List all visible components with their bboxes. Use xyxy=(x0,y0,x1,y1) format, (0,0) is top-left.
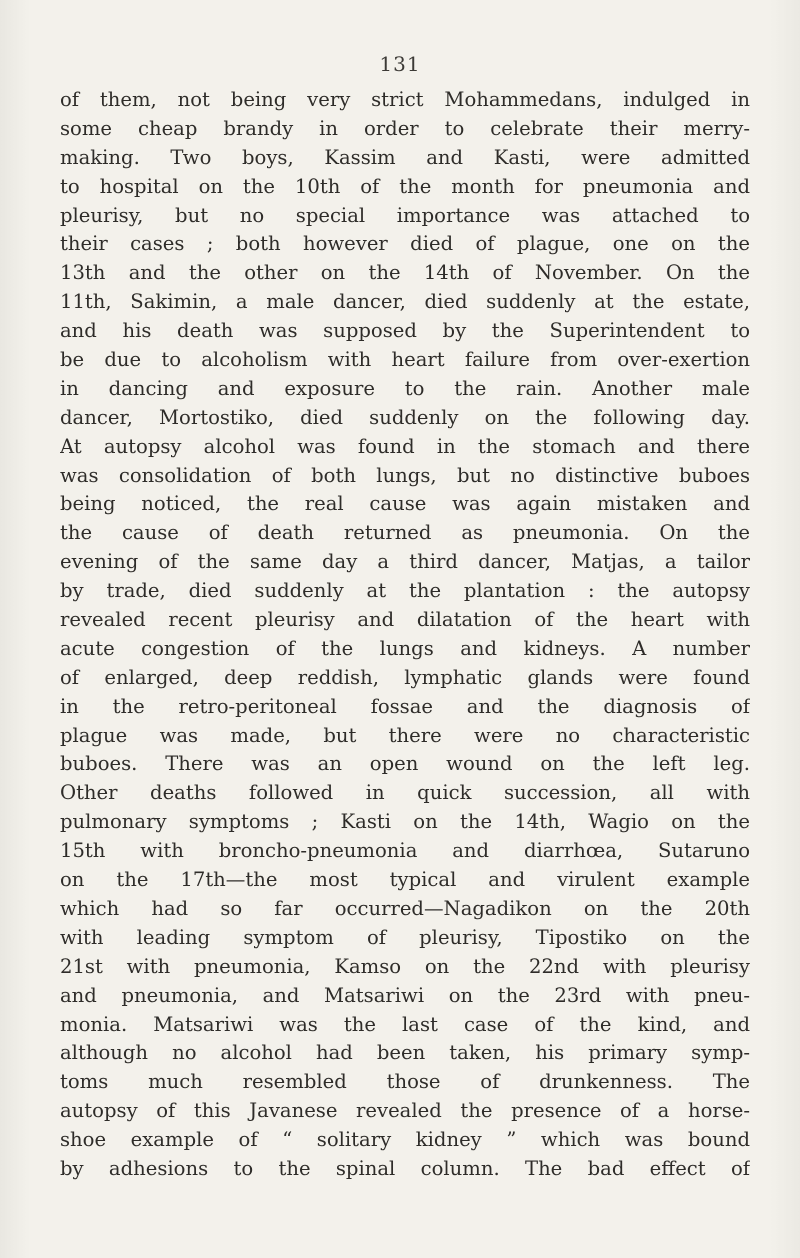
text-line: evening of the same day a third dancer, Matjas, a tailor xyxy=(60,550,750,574)
text-line: dancer, Mortostiko, died suddenly on the following day. xyxy=(60,405,750,429)
text-line: which had so far occurred—Nagadikon on the 20th xyxy=(60,896,750,920)
text-line: by trade, died suddenly at the plantation : the autopsy xyxy=(60,579,750,603)
text-line: was consolidation of both lungs, but no distinctive buboes xyxy=(60,463,750,487)
text-line: although no alcohol had been taken, his primary symp- xyxy=(60,1041,750,1065)
text-line: by adhesions to the spinal column. The bad effect of xyxy=(60,1156,750,1180)
text-line: pleurisy, but no special importance was attached to xyxy=(60,203,750,227)
text-line: in dancing and exposure to the rain. Another male xyxy=(60,376,750,400)
text-line: some cheap brandy in order to celebrate their merry- xyxy=(60,116,750,140)
text-line: of enlarged, deep reddish, lymphatic glands were found xyxy=(60,665,750,689)
text-line: the cause of death returned as pneumonia. On the xyxy=(60,521,750,545)
text-line: and his death was supposed by the Superintendent to xyxy=(60,319,750,343)
text-line: with leading symptom of pleurisy, Tipostiko on the xyxy=(60,925,750,949)
text-line: autopsy of this Javanese revealed the presence of a horse- xyxy=(60,1099,750,1123)
text-line: Other deaths followed in quick succession, all with xyxy=(60,781,750,805)
text-line: making. Two boys, Kassim and Kasti, were admitted xyxy=(60,145,750,169)
text-line: in the retro-peritoneal fossae and the diagnosis of xyxy=(60,694,750,718)
page-number: 131 xyxy=(379,52,421,76)
text-line: pulmonary symptoms ; Kasti on the 14th, Wagio on the xyxy=(60,810,750,834)
text-line: on the 17th—the most typical and virulent example xyxy=(60,868,750,892)
text-line: their cases ; both however died of plague, one on the xyxy=(60,232,750,256)
text-line: to hospital on the 10th of the month for pneumonia and xyxy=(60,174,750,198)
text-line: buboes. There was an open wound on the left leg. xyxy=(60,752,750,776)
text-line: 11th, Sakimin, a male dancer, died suddenly at the estate, xyxy=(60,290,750,314)
text-line: 21st with pneumonia, Kamso on the 22nd with pleurisy xyxy=(60,954,750,978)
text-line: toms much resembled those of drunkenness. The xyxy=(60,1070,750,1094)
text-line: 13th and the other on the 14th of November. On the xyxy=(60,261,750,285)
text-line: and pneumonia, and Matsariwi on the 23rd with pneu- xyxy=(60,983,750,1007)
text-line: shoe example of “ solitary kidney ” which was bound xyxy=(60,1128,750,1152)
text-line: being noticed, the real cause was again mistaken and xyxy=(60,492,750,516)
text-line: 15th with broncho-pneumonia and diarrhœa, Sutaruno xyxy=(60,839,750,863)
text-line: At autopsy alcohol was found in the stomach and there xyxy=(60,434,750,458)
text-line: be due to alcoholism with heart failure from over-exertion xyxy=(60,348,750,372)
text-line: revealed recent pleurisy and dilatation of the heart with xyxy=(60,608,750,632)
body-text xyxy=(60,86,750,1184)
text-line: plague was made, but there were no characteristic xyxy=(60,723,750,747)
text-line: acute congestion of the lungs and kidneys. A number xyxy=(60,636,750,660)
text-line: monia. Matsariwi was the last case of the kind, and xyxy=(60,1012,750,1036)
text-line: of them, not being very strict Mohammedans, indulged in xyxy=(60,88,750,111)
